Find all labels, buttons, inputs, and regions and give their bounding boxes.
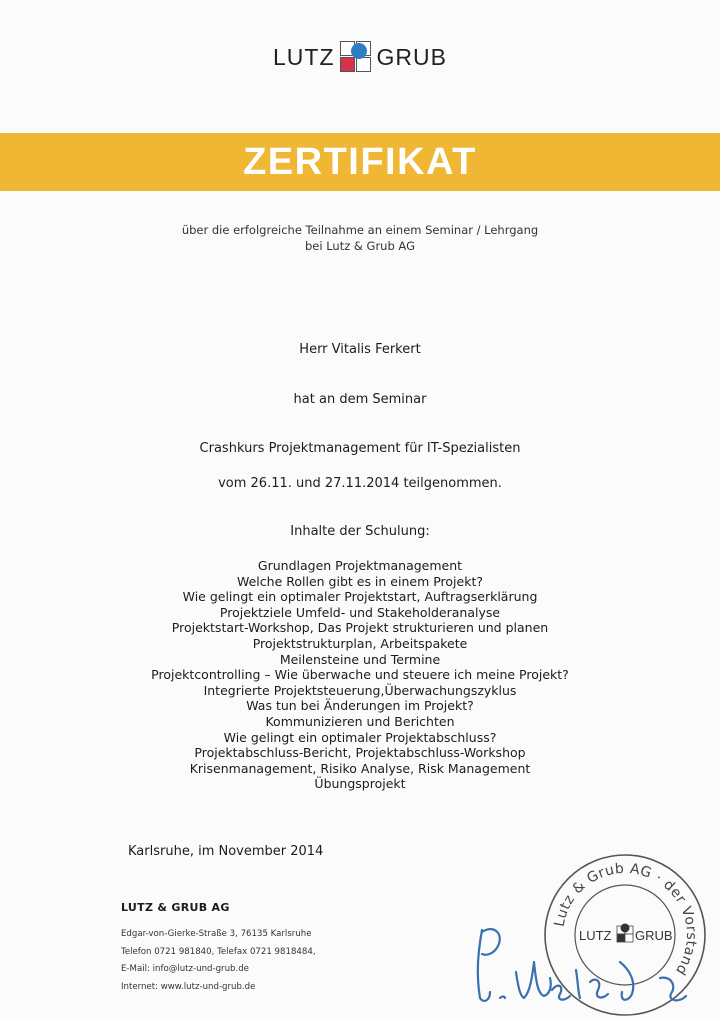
footer-web: Internet: www.lutz-und-grub.de [121,981,256,992]
svg-text:LUTZ: LUTZ [579,928,612,943]
list-item: Meilensteine und Termine [279,651,441,667]
logo-mark-icon [339,40,373,74]
list-item: Krisenmanagement, Risiko Analyse, Risk Management [189,760,531,776]
list-item: Wie gelingt ein optimaler Projektabschluss? [223,729,497,745]
list-item: Projektcontrolling – Wie überwache und steuere ich meine Projekt? [151,667,569,683]
list-item: Projektziele Umfeld- und Stakeholderanalyse [219,604,501,620]
footer-email: E-Mail: info@lutz-und-grub.de [121,964,249,974]
logo-left-word: LUTZ [273,43,335,70]
list-item: Welche Rollen gibt es in einem Projekt? [236,573,483,589]
logo-right-word: GRUB [376,43,447,70]
list-item: Projektstart-Workshop, Das Projekt strukturieren und planen [171,620,549,636]
certificate-title: ZERTIFIKAT [243,140,477,183]
svg-text:GRUB: GRUB [635,928,673,943]
place-date: Karlsruhe, im November 2014 [128,844,324,859]
title-banner [0,133,720,191]
handwritten-signature [460,912,710,1012]
participant-name: Herr Vitalis Ferkert [299,342,421,357]
svg-text:Lutz & Grub AG · der Vorstand: Lutz & Grub AG · der Vorstand [551,860,700,978]
intro-line-2: bei Lutz & Grub AG [304,239,415,253]
course-title: Crashkurs Projektmanagement für IT-Spezialisten [199,441,521,456]
company-logo [0,40,720,74]
footer-phone: Telefon 0721 981840, Telefax 0721 9818484, [121,946,316,957]
footer-address: Edgar-von-Gierke-Straße 3, 76135 Karlsruhe [121,929,312,939]
list-item: Wie gelingt ein optimaler Projektstart, Auftragserklärung [182,589,538,605]
list-item: Was tun bei Änderungen im Projekt? [246,698,474,714]
contents-title: Inhalte der Schulung: [290,524,430,539]
intro-line-1: über die erfolgreiche Teilnahme an einem Seminar / Lehrgang [181,223,539,237]
list-item: Projektabschluss-Bericht, Projektabschluss-Workshop [194,745,526,761]
contents-list [0,558,720,792]
list-item: Kommunizieren und Berichten [265,713,455,729]
intro-text [0,222,720,254]
footer-company: LUTZ & GRUB AG [121,901,230,914]
dates-text: vom 26.11. und 27.11.2014 teilgenommen. [218,476,502,491]
attended-text: hat an dem Seminar [293,392,427,407]
list-item: Integrierte Projektsteuerung,Überwachungszyklus [203,682,517,698]
footer-address-block [121,926,316,996]
list-item: Projektstrukturplan, Arbeitspakete [252,635,468,651]
list-item: Übungsprojekt [314,776,406,792]
list-item: Grundlagen Projektmanagement [257,558,463,573]
